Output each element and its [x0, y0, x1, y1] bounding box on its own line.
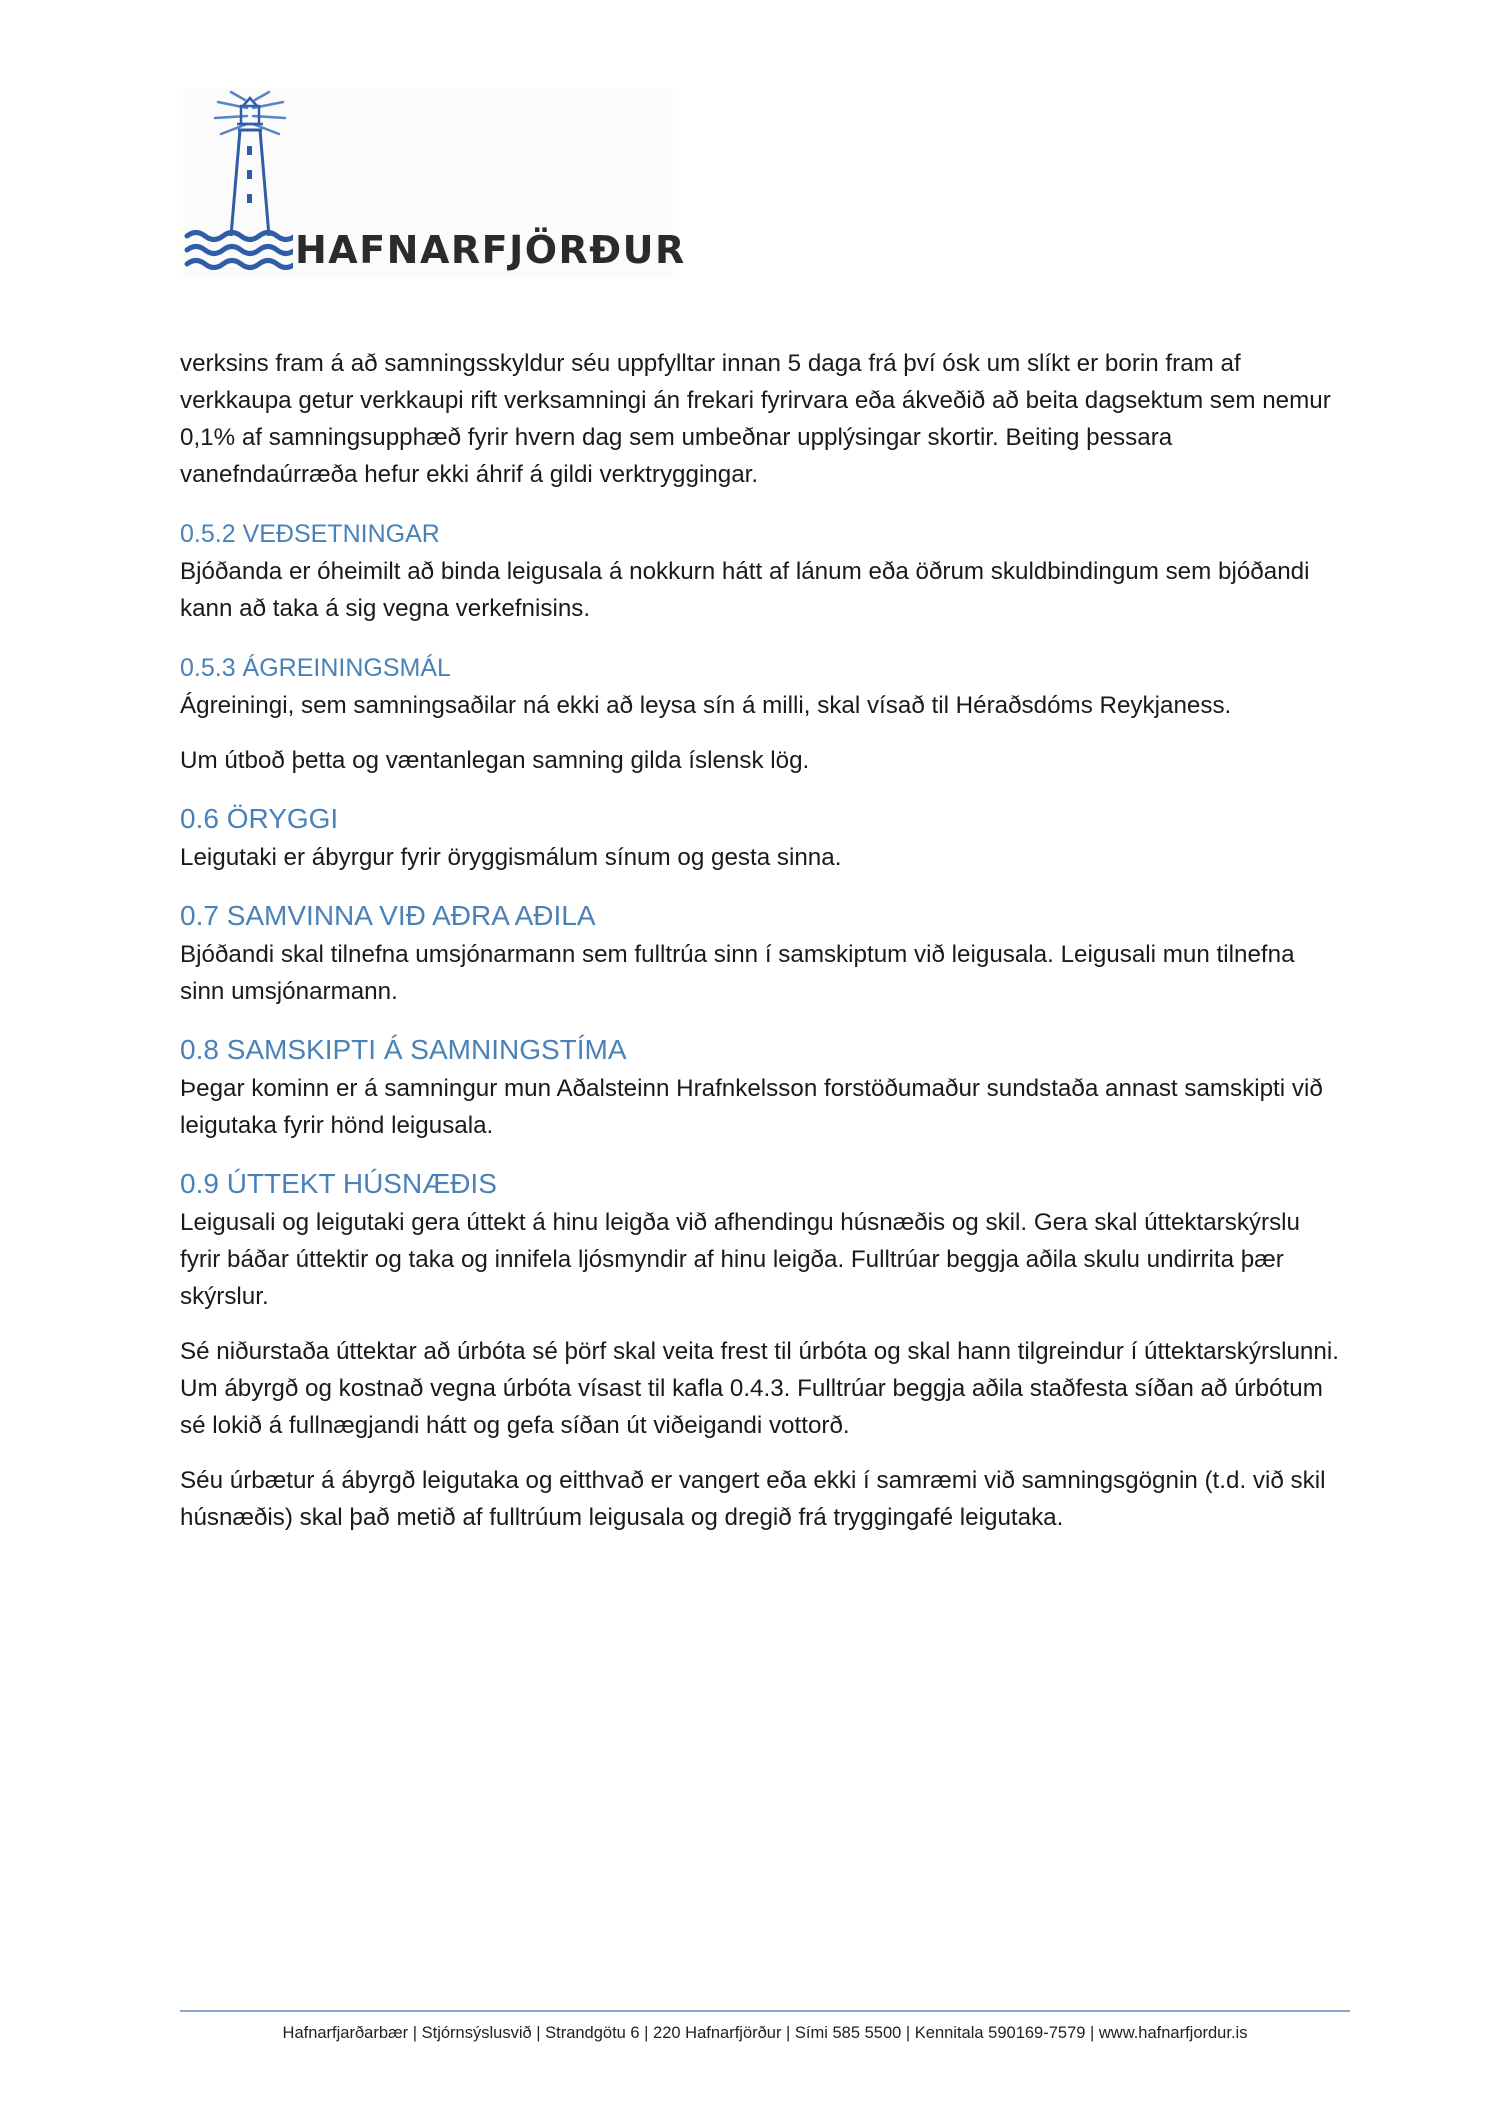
paragraph: Um útboð þetta og væntanlegan samning gilda íslensk lög.	[180, 747, 810, 774]
paragraph: Leigutaki er ábyrgur fyrir öryggismálum sínum og gesta sinna.	[180, 844, 842, 871]
lighthouse-icon	[183, 88, 293, 278]
section-heading: 0.9 ÚTTEKT HÚSNÆÐIS	[180, 1168, 497, 1199]
section-heading: 0.7 SAMVINNA VIÐ AÐRA AÐILA	[180, 900, 596, 931]
page-footer: Hafnarfjarðarbær | Stjórnsýslusvið | Strandgötu 6 | 220 Hafnarfjörður | Sími 585 5500 | Kennitala 590169-7579 | www.hafnarfjordur.is	[282, 2024, 1248, 2042]
footer-divider	[180, 2010, 1350, 2012]
logo	[183, 88, 686, 278]
paragraph: Bjóðanda er óheimilt að binda leigusala á nokkurn hátt af lánum eða öðrum skuldbindingum sem bjóðandi kann að taka á sig vegna verkefnisins.	[180, 558, 1310, 622]
paragraph: Ágreiningi, sem samningsaðilar ná ekki að leysa sín á milli, skal vísað til Héraðsdóms Reykjaness.	[180, 692, 1232, 719]
paragraph: verksins fram á að samningsskyldur séu uppfylltar innan 5 daga frá því ósk um slíkt er borin fram af verkkaupa getur verkkaupi rift verksamningi án frekari fyrirvara eða ákveðið að beita dagsektum sem nemur 0,1% af samningsupphæð fyrir hvern dag sem umbeðnar upplýsingar skortir. Beiting þessara vanefndaúrræða hefur ekki áhrif á gildi verktryggingar.	[180, 350, 1331, 488]
paragraph: Leigusali og leigutaki gera úttekt á hinu leigða við afhendingu húsnæðis og skil. Gera skal úttektarskýrslu fyrir báðar úttektir og taka og innifela ljósmyndir af hinu leigða. Fulltrúar beggja aðila skulu undirrita þær skýrslur.	[180, 1209, 1300, 1310]
section-heading: 0.8 SAMSKIPTI Á SAMNINGSTÍMA	[180, 1034, 627, 1065]
section-heading: 0.5.2 VEÐSETNINGAR	[180, 520, 440, 548]
document-body	[180, 345, 1340, 1554]
paragraph: Þegar kominn er á samningur mun Aðalsteinn Hrafnkelsson forstöðumaður sundstaða annast samskipti við leigutaka fyrir hönd leigusala.	[180, 1075, 1323, 1139]
paragraph: Séu úrbætur á ábyrgð leigutaka og eitthvað er vangert eða ekki í samræmi við samningsgögnin (t.d. við skil húsnæðis) skal það metið af fulltrúum leigusala og dregið frá tryggingafé leigutaka.	[180, 1467, 1326, 1531]
logo-wordmark: HAFNARFJÖRÐUR	[295, 228, 686, 272]
paragraph: Bjóðandi skal tilnefna umsjónarmann sem fulltrúa sinn í samskiptum við leigusala. Leigusali mun tilnefna sinn umsjónarmann.	[180, 941, 1295, 1005]
section-heading: 0.5.3 ÁGREININGSMÁL	[180, 654, 451, 682]
paragraph: Sé niðurstaða úttektar að úrbóta sé þörf skal veita frest til úrbóta og skal hann tilgreindur í úttektarskýrslunni. Um ábyrgð og kostnað vegna úrbóta vísast til kafla 0.4.3. Fulltrúar beggja aðila staðfesta síðan að úrbótum sé lokið á fullnægjandi hátt og gefa síðan út viðeigandi vottorð.	[180, 1338, 1339, 1439]
section-heading: 0.6 ÖRYGGI	[180, 803, 339, 834]
